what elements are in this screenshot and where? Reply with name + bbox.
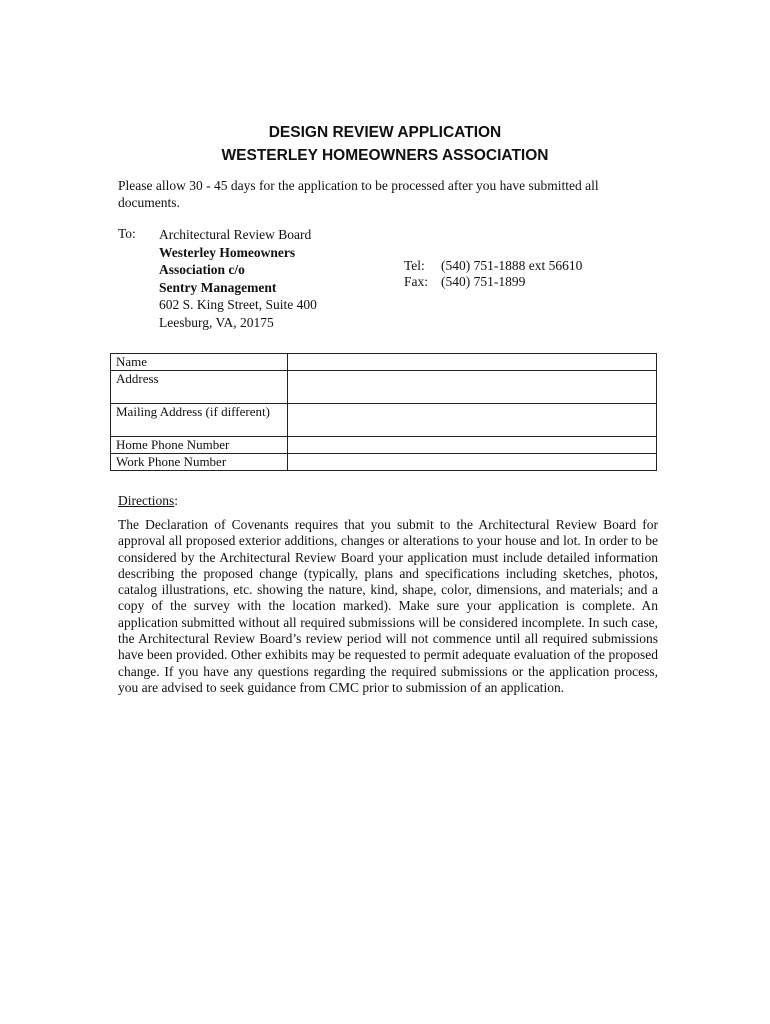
table-row xyxy=(111,437,657,454)
directions-heading xyxy=(118,493,178,509)
mailing-address-label: Mailing Address (if different) xyxy=(111,404,288,437)
work-phone-field[interactable] xyxy=(288,454,657,471)
address-field[interactable] xyxy=(288,371,657,404)
mailing-address-field[interactable] xyxy=(288,404,657,437)
home-phone-label: Home Phone Number xyxy=(111,437,288,454)
table-row xyxy=(111,354,657,371)
directions-heading-colon: : xyxy=(174,493,179,508)
tel-row xyxy=(404,258,582,274)
intro-paragraph: Please allow 30 - 45 days for the application to be processed after you have submitted all documents. xyxy=(118,178,599,210)
contact-block xyxy=(404,258,582,290)
fax-row xyxy=(404,274,582,290)
directions-body: The Declaration of Covenants requires that you submit to the Architectural Review Board for approval all proposed exterior additions, changes or alterations to your house and lot. In order to be considered by the Architectural Review Board your application must include detailed information describing the proposed change (typically, plans and specifications including sketches, photos, catalog illustrations, etc. showing the nature, kind, shape, color, dimensions, and materials; and a copy of the survey with the location marked). Make sure your application is complete. An application submitted without all required submissions will be considered incomplete. In such case, the Architectural Review Board’s review period will not commence until all required submissions have been provided. Other exhibits may be requested to permit adequate evaluation of the proposed change. If you have any questions regarding the required submissions or the application process, you are advised to seek guidance from CMC prior to submission of an application. xyxy=(118,517,658,695)
to-label: To: xyxy=(118,226,136,241)
applicant-info-table xyxy=(110,353,657,471)
recipient-address xyxy=(159,226,317,331)
table-row xyxy=(111,404,657,437)
address-label: Address xyxy=(111,371,288,404)
name-field[interactable] xyxy=(288,354,657,371)
fax-value: (540) 751-1899 xyxy=(441,274,526,289)
recipient-line-1: Architectural Review Board xyxy=(159,227,312,242)
page-title: DESIGN REVIEW APPLICATION xyxy=(268,124,502,141)
recipient-line-2: Westerley Homeowners xyxy=(159,244,296,260)
recipient-line-5: 602 S. King Street, Suite 400 xyxy=(159,297,317,312)
name-label: Name xyxy=(111,354,288,371)
tel-value: (540) 751-1888 ext 56610 xyxy=(441,258,583,273)
work-phone-label: Work Phone Number xyxy=(111,454,288,471)
fax-label: Fax: xyxy=(404,274,429,289)
tel-label: Tel: xyxy=(404,258,425,273)
table-row xyxy=(111,454,657,471)
home-phone-field[interactable] xyxy=(288,437,657,454)
recipient-line-4: Sentry Management xyxy=(159,279,277,295)
page-subtitle: WESTERLEY HOMEOWNERS ASSOCIATION xyxy=(221,147,549,164)
table-row xyxy=(111,371,657,404)
recipient-line-3: Association c/o xyxy=(159,262,245,277)
recipient-line-6: Leesburg, VA, 20175 xyxy=(159,314,274,330)
directions-heading-text: Directions xyxy=(118,493,175,508)
